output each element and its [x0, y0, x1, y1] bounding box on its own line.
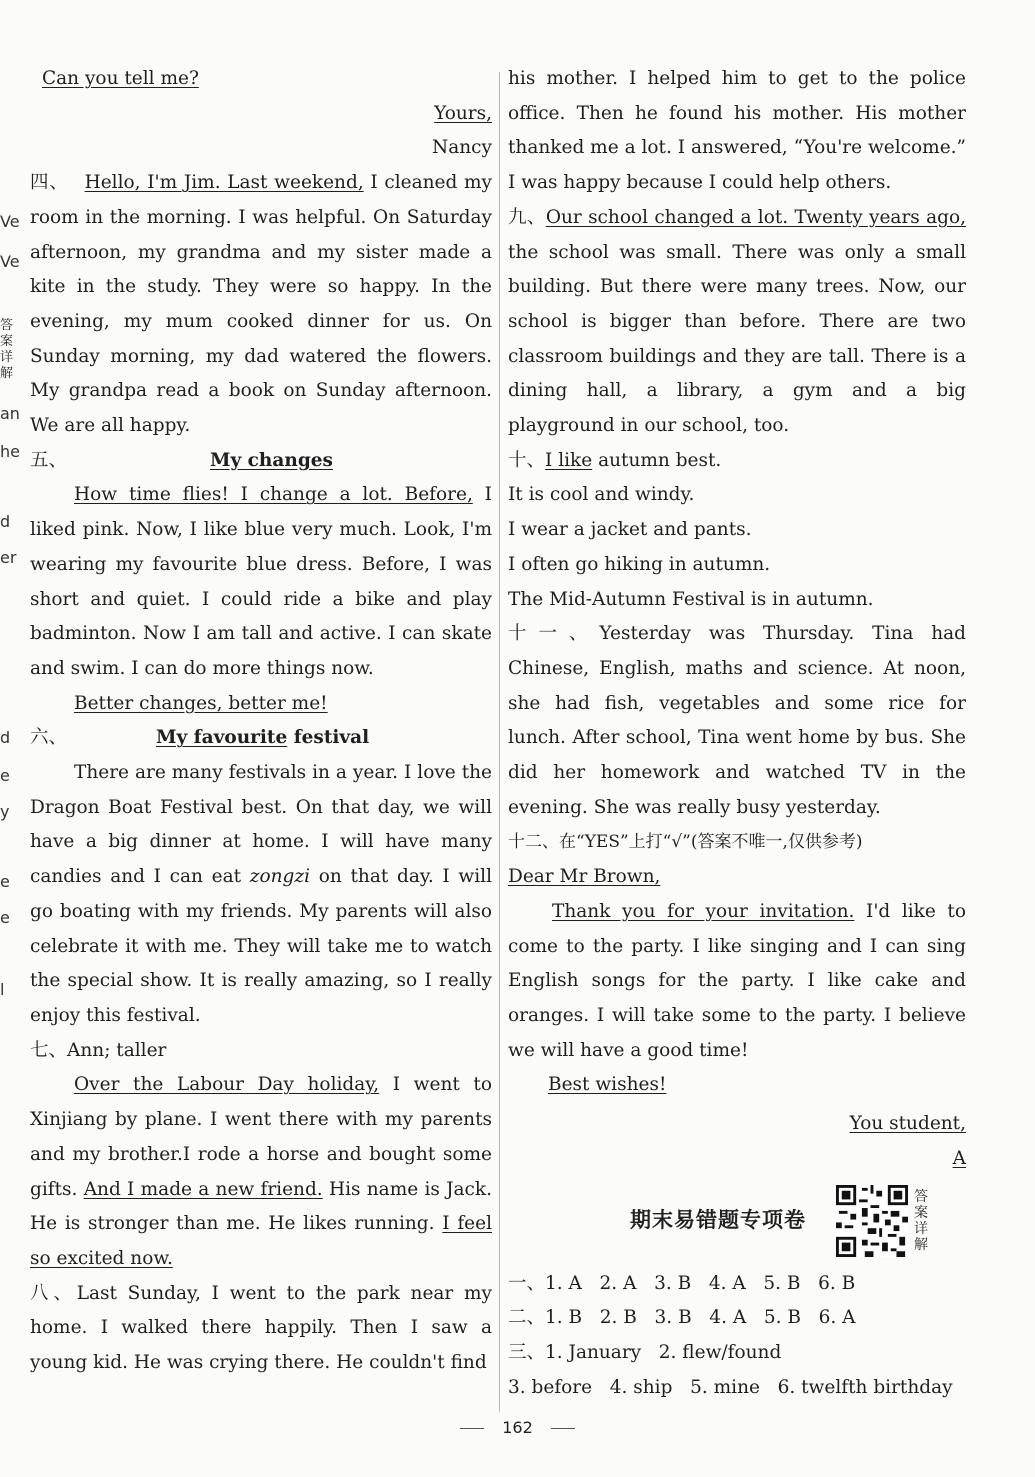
section-6-title-underlined: My favourite [156, 727, 288, 749]
section-7-underlined-2: And I made a new friend. [83, 1178, 323, 1200]
section-6-body [30, 756, 492, 1034]
section-title-text: 期末易错题专项卷 [630, 1208, 806, 1233]
letter-line: Can you tell me? [42, 68, 199, 89]
edge-fragment: e [0, 872, 10, 891]
letter-signature: Nancy [432, 137, 492, 159]
edge-fragment-cjk: 答案详解 [0, 318, 14, 381]
right-column [508, 62, 966, 1405]
section-7-heading: 七、Ann; taller [30, 1039, 167, 1061]
edge-fragment: Ve [0, 212, 20, 231]
edge-fragment: Ve [0, 252, 20, 271]
section-7-underlined-3: I feel so excited now. [30, 1213, 492, 1269]
column-divider [499, 72, 500, 1412]
page-number: 162 [502, 1418, 533, 1437]
section-6-heading [30, 721, 492, 756]
section-10-text: autumn best. [592, 449, 722, 471]
edge-fragment: an [0, 404, 20, 423]
section-10-underlined: I like [545, 449, 593, 471]
edge-fragment: he [0, 442, 20, 461]
section-4-underlined: Hello, I'm Jim. Last weekend, [84, 172, 364, 194]
section-6-title [156, 721, 369, 756]
letter-closing: Yours, [434, 102, 492, 124]
section-11: 十一、Yesterday was Thursday. Tina had Chinese, English, maths and science. At noon, she had fish, vegetables and some rice for lunch. After school, Tina went home by bus. She did her homework and watched TV in the evening. She was really busy yesterday. [508, 623, 966, 818]
section-9 [508, 201, 966, 444]
section-12-signoff: You student, [849, 1113, 966, 1135]
qr-code-label: 答案详解 [914, 1188, 928, 1253]
section-number: 五、 [30, 449, 68, 471]
edge-fragment: l [0, 980, 5, 999]
edge-fragment: d [0, 728, 11, 747]
section-4 [30, 166, 492, 444]
answer-row-2: 二、1. B 2. B 3. B 4. A 5. B 6. A [508, 1307, 856, 1329]
section-12-body [508, 895, 966, 1069]
section-number: 六、 [30, 727, 68, 749]
edge-fragment: e [0, 908, 10, 927]
section-4-text: I cleaned my room in the morning. I was helpful. On Saturday afternoon, my grandma and my sister made a kite in the study. They were so happy. In the evening, my mum cooked dinner for us. On Sunday morning, my dad watered the flowers. My grandpa read a book on Sunday afternoon. We are all happy. [30, 172, 492, 437]
section-12-signature: A [952, 1147, 966, 1169]
section-10-line-5: The Mid-Autumn Festival is in autumn. [508, 588, 874, 610]
answer-row-4: 3. before 4. ship 5. mine 6. twelfth birthday [508, 1376, 953, 1398]
section-12-underlined: Thank you for your invitation. [552, 900, 855, 922]
section-7-text-2: His name is Jack. He is stronger than me. He likes running. [30, 1178, 493, 1235]
section-5-body [30, 478, 492, 686]
section-8-continued: his mother. I helped him to get to the police office. Then he found his mother. His mother thanked me a lot. I answered, “You're welcome.” I was happy because I could help others. [508, 68, 966, 194]
section-number: 九、 [508, 206, 546, 228]
section-12-text: I'd like to come to the party. I like singing and I can sing English songs for the party. I like cake and oranges. I will take some to the party. I believe we will have a good time! [508, 900, 967, 1061]
section-5-heading [30, 444, 492, 479]
section-7-underlined-1: Over the Labour Day holiday, [74, 1074, 380, 1096]
section-7-body [30, 1068, 492, 1276]
section-number: 四、 [30, 172, 69, 194]
section-10-line-3: I wear a jacket and pants. [508, 519, 752, 541]
section-10-line-2: It is cool and windy. [508, 484, 695, 506]
section-5-underlined: How time flies! I change a lot. Before, [74, 484, 473, 506]
section-5-title: My changes [210, 449, 333, 471]
edge-fragment: d [0, 512, 11, 531]
section-7-text-1: I went to Xinjiang by plane. I went there with my parents and my brother.I rode a horse and bought some gifts. [30, 1074, 493, 1200]
answer-row-1: 一、1. A 2. A 3. B 4. A 5. B 6. B [508, 1272, 856, 1294]
section-12-greeting: Dear Mr Brown, [508, 866, 661, 888]
section-6-text-b: on that day. I will go boating with my friends. My parents will also celebrate it with me. They will take me to watch the special show. It is really amazing, so I really enjoy this festival. [30, 866, 492, 1026]
section-10-line-4: I often go hiking in autumn. [508, 553, 771, 575]
section-number: 十、 [508, 449, 546, 471]
page-number-footer [0, 1418, 1035, 1437]
section-8-body: 八、Last Sunday, I went to the park near my home. I walked there happily. Then I saw a young kid. He was crying there. He couldn't find [30, 1282, 492, 1374]
edge-fragment: y [0, 802, 10, 821]
answer-row-3: 三、1. January 2. flew/found [508, 1341, 782, 1363]
final-exam-section-title [630, 1185, 966, 1257]
qr-code-icon[interactable] [836, 1185, 908, 1257]
section-6-text-a: There are many festivals in a year. I love the Dragon Boat Festival best. On that day, we will have a big dinner at home. I will have many candies and I can eat [30, 762, 492, 888]
section-12-closing: Best wishes! [548, 1074, 667, 1096]
section-10-line-1 [508, 444, 966, 479]
edge-fragment: er [0, 548, 17, 567]
section-5-text: I liked pink. Now, I like blue very much. Look, I'm wearing my favourite blue dress. Before, I was short and quiet. I could ride a bike and play badminton. Now I am tall and active. I can skate and swim. I can do more things now. [30, 484, 492, 679]
section-9-underlined: Our school changed a lot. Twenty years ago, [545, 206, 966, 228]
section-9-text: the school was small. There was only a small building. But there were many trees. Now, our school is bigger than before. There are two classroom buildings and they are tall. There is a dining hall, a library, a gym and a big playground in our school, too. [508, 241, 966, 437]
section-5-ending: Better changes, better me! [74, 692, 328, 714]
section-6-title-rest: festival [287, 727, 370, 749]
section-12-heading: 十二、在“YES”上打“√”(答案不唯一,仅供参考) [508, 832, 863, 853]
section-6-zongzi: zongzi [249, 866, 311, 888]
edge-fragment: e [0, 766, 10, 785]
left-column [30, 62, 492, 1381]
